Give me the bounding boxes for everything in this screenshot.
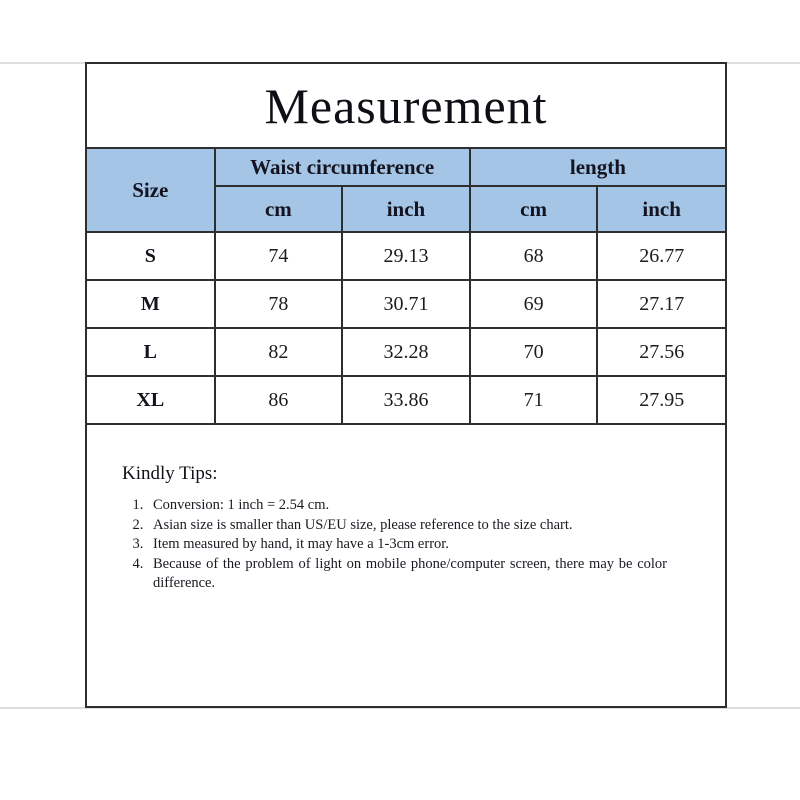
column-header-length-cm: cm: [470, 186, 598, 232]
row-size-label: L: [87, 328, 215, 376]
tips-list: [122, 496, 667, 594]
tips-title: Kindly Tips:: [122, 463, 218, 484]
table-row: [87, 280, 725, 328]
tip-item: 1. Conversion: 1 inch = 2.54 cm.: [147, 496, 667, 516]
cell-length-inch: 27.17: [597, 280, 725, 328]
measurement-table-body: [87, 232, 725, 424]
row-size-label: S: [87, 232, 215, 280]
tip-item: 3. Item measured by hand, it may have a 1-3cm error.: [147, 535, 667, 555]
table-row: [87, 232, 725, 280]
cell-waist-inch: 30.71: [342, 280, 470, 328]
cell-waist-inch: 33.86: [342, 376, 470, 424]
cell-waist-cm: 78: [215, 280, 343, 328]
cell-length-cm: 71: [470, 376, 598, 424]
cell-length-inch: 27.95: [597, 376, 725, 424]
measurement-table: [87, 147, 725, 425]
column-header-waist-cm: cm: [215, 186, 343, 232]
cell-length-cm: 69: [470, 280, 598, 328]
tip-item: 4. Because of the problem of light on mobile phone/computer screen, there may be color difference.: [147, 555, 667, 594]
row-size-label: M: [87, 280, 215, 328]
page-title: Measurement: [264, 77, 548, 134]
column-header-length-inch: inch: [597, 186, 725, 232]
table-row: [87, 328, 725, 376]
cell-waist-cm: 74: [215, 232, 343, 280]
cell-waist-cm: 86: [215, 376, 343, 424]
column-header-waist-inch: inch: [342, 186, 470, 232]
kindly-tips-section: [87, 425, 725, 594]
size-chart-frame: [85, 62, 727, 708]
tip-item: 2. Asian size is smaller than US/EU size, please reference to the size chart.: [147, 516, 667, 536]
column-group-waist-circumference: Waist circumference: [215, 148, 470, 186]
table-group-header-row: [87, 148, 725, 186]
title-row: [87, 64, 725, 147]
cell-waist-inch: 32.28: [342, 328, 470, 376]
cell-length-cm: 68: [470, 232, 598, 280]
cell-length-inch: 26.77: [597, 232, 725, 280]
table-header: [87, 148, 725, 232]
column-header-size: Size: [87, 148, 215, 232]
row-size-label: XL: [87, 376, 215, 424]
column-group-length: length: [470, 148, 725, 186]
cell-waist-inch: 29.13: [342, 232, 470, 280]
cell-waist-cm: 82: [215, 328, 343, 376]
cell-length-cm: 70: [470, 328, 598, 376]
table-row: [87, 376, 725, 424]
cell-length-inch: 27.56: [597, 328, 725, 376]
